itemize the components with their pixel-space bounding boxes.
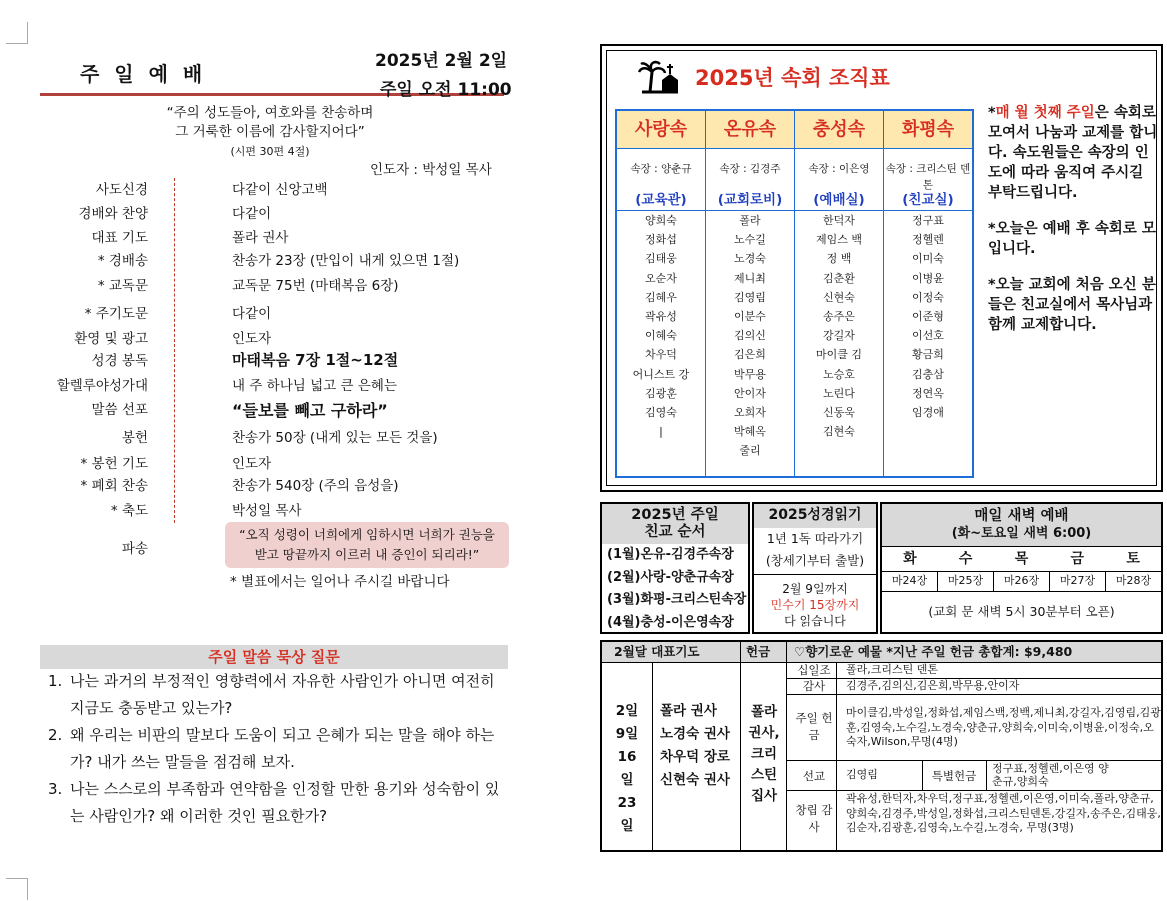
group-room: (교육관) [617,189,705,211]
dawn-days [882,546,1161,572]
org-notes [988,103,1160,351]
sendoff-line-2: 받고 땅끝까지 이르러 내 증인이 되리라!” [254,547,480,562]
group-member: 이선호 [912,329,944,343]
bible-reading-title: 2025성경읽기 [754,504,876,528]
offering-table [600,640,1163,852]
group-member: 노경숙 [734,252,766,266]
order-value: 인도자 [232,456,272,472]
group-room: (예배실) [795,189,883,211]
day-cell: 목 [1014,551,1029,567]
group-member: 폴라 [739,214,761,227]
group-room: (교회로비) [706,189,794,211]
group-member: 오순자 [645,271,677,285]
group-member: 제임스 백 [815,233,862,247]
fellowship-item: (3월)화평-크리스틴속장 [607,592,747,607]
bible-divider [754,574,876,575]
meditation-title: 주일 말씀 묵상 질문 [40,645,508,669]
order-item [20,327,500,351]
question-item: 3. 나는 스스로의 부족함과 연약함을 인정할 만한 용기와 성숙함이 있는 사람인가? 왜 이러한 것인 필요한가? [48,780,500,825]
fellowship-item: (4월)충성-이은영속장 [607,614,734,630]
offering-category: 선교 [802,769,826,783]
group-member: 노린다 [823,386,855,400]
order-item [20,202,500,226]
group-member: 곽유성 [645,310,677,324]
bible-reading-plan: 1년 1독 따라가기 [766,531,864,546]
group-member: 박무용 [734,367,766,381]
group-member: 한덕자 [823,214,855,227]
group-member: 노승호 [823,367,855,381]
offering-names: 김경주,김의신,김은희,박무용,안이자 [846,679,1020,692]
bible-note-target: 민수기 15장까지 [770,598,860,612]
order-label: 파송 [121,541,148,557]
prayer-names: 폴라 권사 노경숙 권사 차우덕 장로 신현숙 권사 [660,703,730,788]
bible-note-end: 다 읽습니다 [784,614,846,628]
order-value: 다같이 [232,306,272,322]
order-value: “들보를 빼고 구하라” [232,401,388,420]
group-leader: 속장 : 크리스틴 덴톤 [885,163,971,191]
order-item [20,302,500,326]
group-room: (친교실) [884,189,972,211]
book-cell: 마25장 [938,572,994,591]
order-item [20,226,500,250]
crop-mark-top-left [6,22,28,44]
group-member: 김영숙 [645,406,677,420]
fellowship-item: (2월)사랑-양춘규속장 [607,569,734,585]
order-item [20,398,500,422]
verse-line-2: 그 거룩한 이름에 감사할지어다” [175,124,365,140]
head-offering-title: ♡향기로운 예물 *지난 주일 헌금 총합계: $9,480 [794,644,1073,659]
order-value: 인도자 [232,331,272,347]
group-name: 충성속 [795,111,883,149]
group-leader: 속장 : 김경주 [719,163,781,175]
order-label: 할렐루야성가대 [56,378,148,394]
book-cell: 마26장 [994,572,1050,591]
order-value: 박성일 목사 [232,503,302,519]
offering-names: 김영림 [846,768,878,781]
order-label: 봉헌 [121,430,148,446]
order-item [20,349,500,373]
verse-line-1: “주의 성도들아, 여호와를 찬송하며 [166,105,374,121]
group-member: 정헬렌 [912,233,944,247]
worship-time: 주일 오전 11:00 [380,80,512,100]
group-member: 신동욱 [823,406,855,420]
head-offering: 헌금 [746,644,771,659]
order-label: * 경배송 [97,253,148,269]
group-member: 임경애 [912,406,944,420]
group-member: 노수길 [734,233,766,247]
order-item [20,374,500,398]
sunday-fellowship-title: 2025년 주일 친교 순서 [602,504,748,544]
order-item [20,474,500,498]
day-cell: 수 [958,551,973,567]
question-item: 2. 왜 우리는 비판의 말보다 도움이 되고 은혜가 되는 말을 해야 하는가? 내가 쓰는 말들을 점검해 보자. [48,726,495,771]
group-leader: 속장 : 양춘규 [630,163,692,175]
book-cell: 마28장 [1115,574,1152,587]
group-column [795,111,884,476]
group-member: 정구표 [912,214,944,227]
dawn-note: (교회 문 새벽 5시 30분부터 오픈) [928,604,1115,619]
group-members [884,211,972,422]
order-item [20,452,500,476]
day-cell: 금 [1070,551,1085,567]
order-label: * 주기도문 [84,306,148,322]
order-label: 환영 및 광고 [74,331,148,347]
order-label: * 축도 [110,503,148,519]
verse-reference: (시편 30편 4절) [230,145,310,158]
group-member: 김춘환 [823,271,855,285]
group-member: 황금희 [912,348,944,362]
group-member: 이병윤 [912,271,944,285]
question-item: 1. 나는 과거의 부정적인 영향력에서 자유한 사람인가 아니면 여전히 지금도 충동받고 있는가? [48,672,495,717]
offering-category: 창립 감사 [795,803,833,834]
group-member: 송주은 [823,310,855,324]
order-label: 대표 기도 [91,230,148,246]
order-item [20,426,500,450]
group-member: 김은희 [734,348,766,362]
group-member: 정 백 [826,252,852,266]
order-label: 말씀 선포 [91,402,148,418]
group-member: 이혜숙 [645,329,677,343]
group-member: 김영림 [734,290,766,304]
group-member: 김충삼 [912,367,944,381]
meditation-questions [48,668,508,830]
order-label: * 봉헌 기도 [80,456,148,472]
group-member: 강길자 [823,329,855,343]
sendoff-verse [225,522,509,568]
prayer-dates: 2일 9일 16일 23일 [615,703,639,834]
book-cell: 마24장 [882,572,938,591]
order-value: 교독문 75번 (마태복음 6장) [232,278,399,294]
group-member: 김혜우 [645,290,677,304]
sendoff-line-1: “오직 성령이 너희에게 임하시면 너희가 권능을 [239,527,495,542]
bible-reading-start: (창세기부터 출발) [765,553,865,568]
special-offering-names: 정구표,정헬렌,이은영 양춘규,양희숙 [992,762,1109,788]
group-column [884,111,972,476]
order-item [20,499,500,523]
order-value: 마태복음 7장 1절~12절 [232,351,399,369]
day-cell: 화 [903,551,917,567]
order-item [20,274,500,298]
group-member: 김광훈 [645,386,677,400]
group-member: 줄리 [739,444,761,458]
offering-names: 마이클김,박성일,정화섭,제임스백,정백,제니최,강길자,김영림,김광훈,김영숙,노수길,노경숙,양춘규,양희숙,이미숙,이병윤,이정숙,오숙자,Wilson,무명(4명) [846,706,1161,748]
group-member: 이분수 [734,310,766,324]
offering-category: 감사 [802,679,826,693]
group-member: 신현숙 [823,290,855,304]
order-value: 폴라 권사 [232,230,289,246]
group-member: 안이자 [734,386,766,400]
order-value: 다같이 [232,206,272,222]
group-name: 온유속 [706,111,794,149]
org-table [615,109,974,478]
dawn-books [882,572,1161,592]
bible-reading-box [752,502,878,634]
offering-leader: 폴라 권사, 크리스틴 집사 [748,704,780,804]
group-member: | [659,425,663,439]
crop-mark-bottom-left [6,878,28,900]
offering-names: 곽유성,한덕자,차우덕,정구표,정헬렌,이은영,이미숙,폴라,양춘규,양희숙,김경주,박성일,정화섭,크리스틴덴톤,강길자,송주은,김태웅,김순자,김광훈,김영숙,노수길,노경숙, 무명(3명) [846,792,1161,834]
order-value: 찬송가 23장 (만입이 내게 있으면 1절) [232,253,460,269]
group-name: 화평속 [884,111,972,149]
book-cell: 마27장 [1050,572,1106,591]
order-label: * 폐회 찬송 [80,478,148,494]
group-member: 김현숙 [823,425,855,439]
order-value: 찬송가 540장 (주의 음성을) [232,478,399,494]
special-offering-label: 특별헌금 [931,769,977,783]
group-member: 이미숙 [912,252,944,266]
group-column [617,111,706,476]
order-label: 경배와 찬양 [78,206,148,222]
group-leader: 속장 : 이은영 [808,163,870,175]
group-member: 박혜옥 [734,425,766,439]
group-column [706,111,795,476]
note-today: *오늘은 예배 후 속회로 모입니다. [988,221,1156,257]
offering-category: 주일 헌금 [795,711,833,742]
bible-note-date: 2월 9일까지 [782,582,848,596]
group-members [706,211,794,461]
offering-table-header [602,642,1161,662]
offering-names: 폴라,크리스틴 덴톤 [846,663,939,676]
church-palm-icon [638,58,682,94]
group-member: 오희자 [734,406,766,420]
order-item [20,178,500,202]
worship-date: 2025년 2월 2일 [375,51,508,71]
order-value: 찬송가 50장 (내게 있는 모든 것을) [232,430,438,446]
group-member: 양희숙 [645,214,677,227]
org-chart-title: 2025년 속회 조직표 [695,66,890,90]
group-member: 이정숙 [912,290,944,304]
day-cell: 토 [1126,551,1140,567]
group-member: 정화섭 [645,233,677,247]
group-members [617,211,705,441]
order-item [20,249,500,273]
group-member: 정연옥 [912,386,944,400]
stand-note: * 별표에서는 일어나 주시길 바랍니다 [230,574,450,590]
order-value: 다같이 신앙고백 [232,182,328,198]
worship-leader: 인도자 : 박성일 목사 [370,162,492,178]
order-label: * 교독문 [97,278,148,294]
opening-verse [120,104,420,161]
group-member: 이준형 [912,310,944,324]
group-member: 차우덕 [645,348,677,362]
sunday-fellowship-box [600,502,750,634]
group-member: 마이클 김 [815,348,862,362]
order-label: 사도신경 [95,182,148,198]
order-label: 성경 봉독 [91,353,148,369]
order-value: 내 주 하나님 넓고 큰 은혜는 [232,378,397,394]
worship-title: 주 일 예 배 [80,62,207,86]
head-prayer: 2월달 대표기도 [614,644,700,659]
note-monthly: *매 월 첫째 주일은 속회로 모여서 나눔과 교제를 합니다. 속도원들은 속장의 인도에 따라 움직여 주시길 부탁드립니다. [988,105,1158,201]
fellowship-item: (1월)온유-김경주속장 [607,547,734,562]
dawn-worship-box [880,502,1163,634]
group-member: 어니스트 강 [632,367,690,381]
note-newcomers: *오늘 교회에 처음 오신 분들은 친교실에서 목사님과 함께 교제합니다. [988,277,1156,333]
offering-category: 십일조 [797,663,831,677]
group-member: 제니최 [734,271,766,285]
group-members [795,211,883,441]
dawn-worship-title: 매일 새벽 예배 (화~토요일 새벽 6:00) [882,504,1161,546]
group-member: 김의신 [734,329,766,343]
group-name: 사랑속 [617,111,705,149]
group-member: 김태웅 [645,252,677,266]
